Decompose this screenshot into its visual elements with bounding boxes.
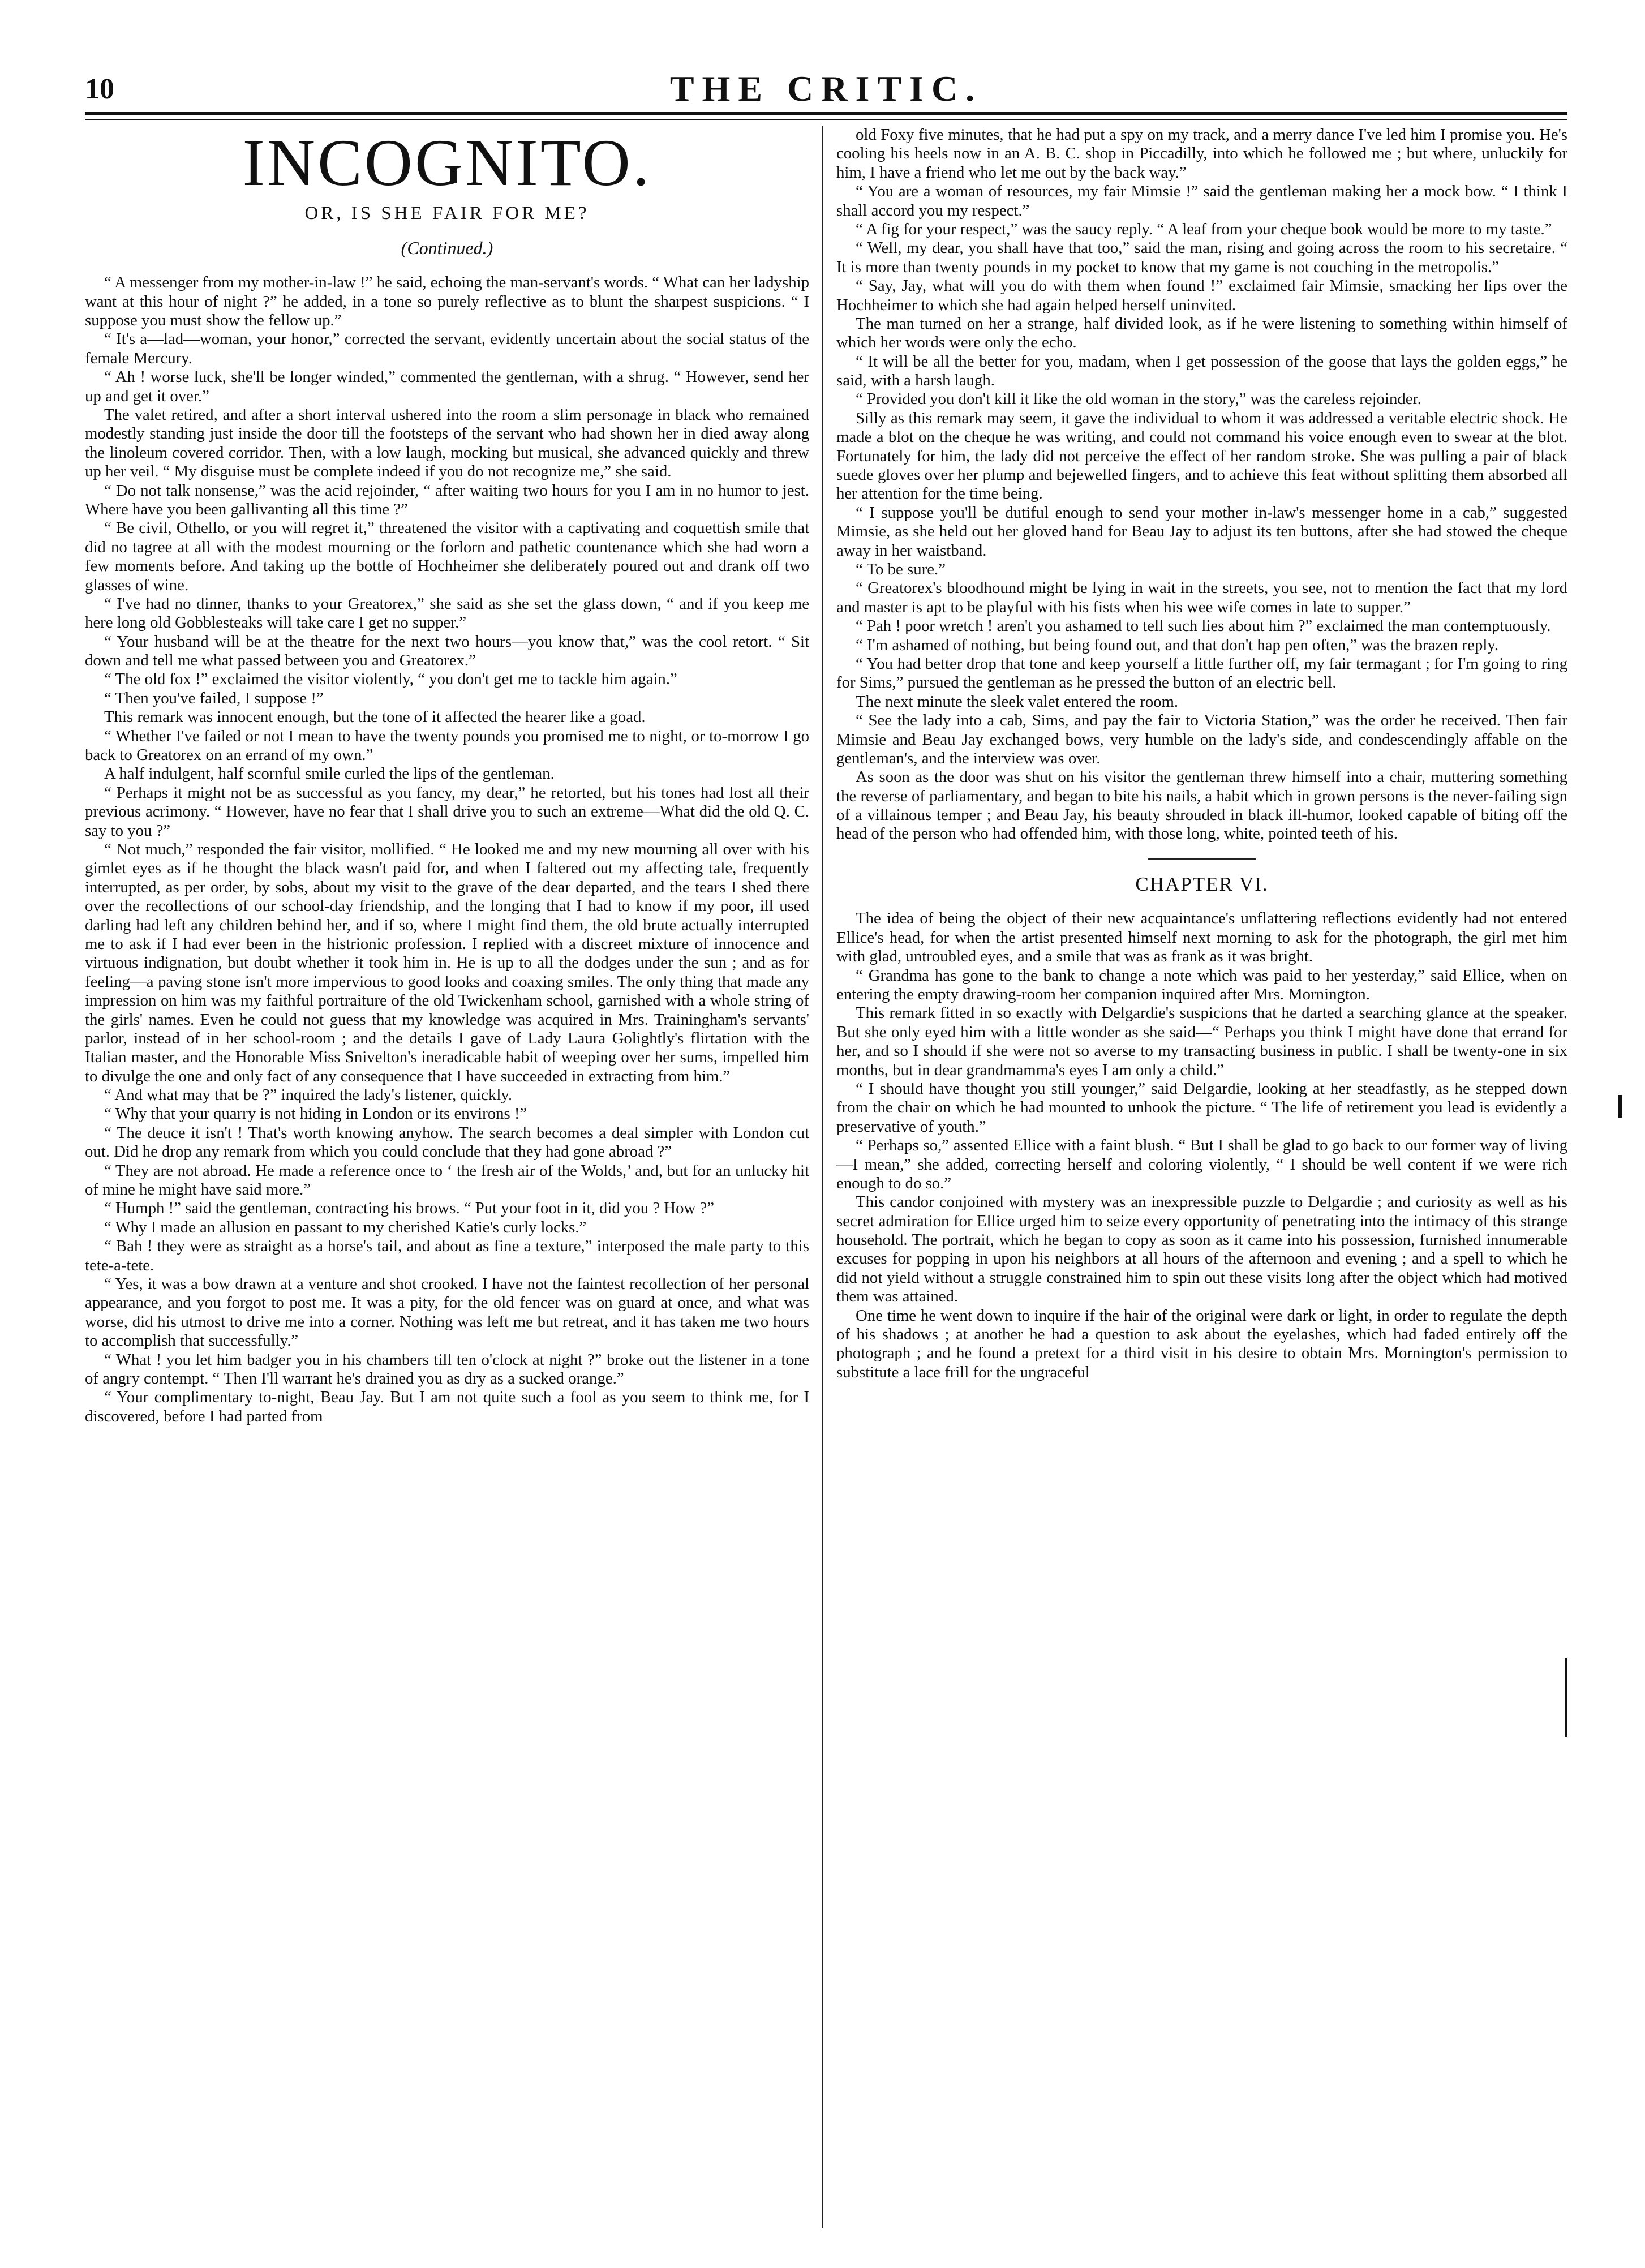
paragraph: “ Your husband will be at the theatre for the next two hours—you know that,” was the cool retort. “ Sit down and tell me what passed between you and Greatorex.” bbox=[85, 632, 809, 670]
paragraph: “ I suppose you'll be dutiful enough to send your mother in-law's messenger home in a cab,” suggested Mimsie, as she held out her gloved hand for Beau Jay to adjust its ten buttons, after she had stowed the cheque away in her waistband. bbox=[836, 503, 1567, 560]
chapter-heading: CHAPTER VI. bbox=[1135, 873, 1269, 895]
paragraph: “ Why that your quarry is not hiding in London or its environs !” bbox=[104, 1105, 527, 1123]
paragraph: “ The old fox !” exclaimed the visitor violently, “ you don't get me to tackle him again.” bbox=[104, 670, 677, 689]
continued-note: (Continued.) bbox=[401, 238, 493, 259]
paragraph: One time he went down to inquire if the hair of the original were dark or light, in order to regulate the depth of his shadows ; at another he had a question to ask about the eyelashes, which had faded entirely off the photograph ; and he found a pretext for a third visit in his desire to obtain Mrs. Mornington's permission to substitute a lace frill for the ungraceful bbox=[836, 1306, 1567, 1381]
paragraph: “ Provided you don't kill it like the old woman in the story,” was the careless rejoinder. bbox=[856, 390, 1421, 409]
paragraph: “ You had better drop that tone and keep yourself a little further off, my fair termagant ; for I'm going to ring for Sims,” pursued the gentleman as he pressed the button of an electric bell. bbox=[836, 654, 1567, 692]
chapter-rule bbox=[1148, 858, 1256, 860]
paragraph: “ Bah ! they were as straight as a horse's tail, and about as fine a texture,” interposed the male party to this tete-a-tete. bbox=[85, 1237, 809, 1274]
paragraph: The idea of being the object of their new acquaintance's unflattering reflections evidently had not entered Ellice's head, for when the artist presented himself next morning to ask for the photograph, the girl met him with glad, untroubled eyes, and a smile that was as frank as it was bright. bbox=[836, 909, 1567, 966]
paragraph: “ Humph !” said the gentleman, contracting his brows. “ Put your foot in it, did you ? How ?” bbox=[104, 1199, 715, 1218]
paragraph: “ It's a—lad—woman, your honor,” corrected the servant, evidently uncertain about the social status of the female Mercury. bbox=[85, 330, 809, 367]
paragraph: Silly as this remark may seem, it gave the individual to whom it was addressed a veritable electric shock. He made a blot on the cheque he was writing, and could not command his voice enough even to swear at the blot. Fortunately for him, the lady did not perceive the effect of her random stroke. She was pulling a pair of black suede gloves over her plump and bejewelled fingers, and to achieve this feat without splitting them absorbed all her attention for the time being. bbox=[836, 409, 1567, 503]
paragraph: “ Yes, it was a bow drawn at a venture and shot crooked. I have not the faintest recollection of her personal appearance, and you forgot to post me. It was a pity, for the old fencer was on guard at once, and what was worse, did his utmost to drive me into a corner. Nothing was left me but retreat, and it has taken me two hours to accomplish that successfully.” bbox=[85, 1274, 809, 1350]
paragraph: “ Well, my dear, you shall have that too,” said the man, rising and going across the room to his secretaire. “ It is more than twenty pounds in my pocket to know that my game is not couching in the metropolis.” bbox=[836, 239, 1567, 276]
paragraph: “ Grandma has gone to the bank to change a note which was paid to her yesterday,” said Ellice, when on entering the empty drawing-room her companion inquired after Mrs. Mornington. bbox=[836, 966, 1567, 1003]
paragraph: “ Why I made an allusion en passant to my cherished Katie's curly locks.” bbox=[104, 1218, 587, 1236]
paragraph: “ The deuce it isn't ! That's worth knowing anyhow. The search becomes a deal simpler with London cut out. Did he drop any remark from which you could conclude that they had gone abroad ?” bbox=[85, 1123, 809, 1161]
paragraph: “ Your complimentary to-night, Beau Jay. But I am not quite such a fool as you seem to think me, for I discovered, before I had parted from bbox=[85, 1388, 809, 1425]
paragraph: “ It will be all the better for you, madam, when I get possession of the goose that lays the golden eggs,” he said, with a harsh laugh. bbox=[836, 352, 1567, 390]
masthead-rule bbox=[85, 112, 1567, 115]
paragraph: The next minute the sleek valet entered the room. bbox=[856, 692, 1179, 711]
paper-title: THE CRITIC. bbox=[669, 68, 983, 109]
paragraph: “ Perhaps so,” assented Ellice with a faint blush. “ But I shall be glad to go back to our former way of living—I mean,” she added, correcting herself and coloring violently, “ I should be well content if we were rich enough to do so.” bbox=[836, 1136, 1567, 1192]
paragraph: A half indulgent, half scornful smile curled the lips of the gentleman. bbox=[104, 764, 555, 783]
page-number: 10 bbox=[85, 73, 114, 105]
paragraph: “ See the lady into a cab, Sims, and pay the fair to Victoria Station,” was the order he received. Then fair Mimsie and Beau Jay exchanged bows, very humble on the lady's side, and condescendingly affable on the gentleman's, and the interview was over. bbox=[836, 711, 1567, 767]
story-title: INCOGNITO. bbox=[242, 126, 652, 200]
paragraph: “ Then you've failed, I suppose !” bbox=[104, 689, 324, 707]
paragraph: “ Whether I've failed or not I mean to have the twenty pounds you promised me to night, or to-morrow I go back to Greatorex on an errand of my own.” bbox=[85, 727, 809, 764]
paragraph: “ I should have thought you still younger,” said Delgardie, looking at her steadfastly, as he stepped down from the chair on which he had mounted to unhook the picture. “ The life of retirement you lead is evidently a preservative of youth.” bbox=[836, 1079, 1567, 1136]
paragraph: “ Do not talk nonsense,” was the acid rejoinder, “ after waiting two hours for you I am in no humor to jest. Where have you been gallivanting all this time ?” bbox=[85, 481, 809, 518]
right-column-body-part-one bbox=[836, 126, 1567, 844]
paragraph: “ A fig for your respect,” was the saucy reply. “ A leaf from your cheque book would be more to my taste.” bbox=[856, 220, 1552, 238]
left-column bbox=[85, 126, 809, 2228]
paragraph: The man turned on her a strange, half divided look, as if he were listening to something within himself of which her words were only the echo. bbox=[836, 314, 1567, 352]
paragraph: This candor conjoined with mystery was an inexpressible puzzle to Delgardie ; and curiosity as well as his secret admiration for Ellice urged him to seize every opportunity of penetrating into the intimacy of this strange household. The portrait, which he began to copy as soon as it came into his possession, furnished innumerable excuses for popping in upon his neighbors at all hours of the afternoon and evening ; and a spell to which he did not yield without a struggle constrained him to spin out these visits long after the object which had motived them was attained. bbox=[836, 1193, 1567, 1306]
margin-mark-bar bbox=[1565, 1658, 1567, 1737]
paragraph: old Foxy five minutes, that he had put a spy on my track, and a merry dance I've led him I promise you. He's cooling his heels now in an A. B. C. shop in Piccadilly, into which he followed me ; but where, unluckily for him, I have a friend who let me out by the back way.” bbox=[836, 126, 1567, 182]
paragraph: “ I've had no dinner, thanks to your Greatorex,” she said as she set the glass down, “ and if you keep me here long old Gobblesteaks will take care I get no supper.” bbox=[85, 594, 809, 632]
paragraph: “ Pah ! poor wretch ! aren't you ashamed to tell such lies about him ?” exclaimed the man contemptuously. bbox=[856, 617, 1551, 635]
paragraph: This remark fitted in so exactly with Delgardie's suspicions that he darted a searching glance at the speaker. But she only eyed him with a little wonder as she said—“ Perhaps you think I might have done that errand for her, and so I should if she were not so averse to my transacting business in public. I shall be twenty-one in six months, but in dear grandmamma's eyes I am only a child.” bbox=[836, 1004, 1567, 1079]
paragraph: “ Greatorex's bloodhound might be lying in wait in the streets, you see, not to mention the fact that my lord and master is apt to be playful with his fists when his wee wife comes in late to supper.” bbox=[836, 579, 1567, 616]
paragraph: The valet retired, and after a short interval ushered into the room a slim personage in black who remained modestly standing just inside the door till the footsteps of the servant who had shown her in died away along the linoleum covered corridor. Then, with a low laugh, mocking but musical, she advanced quickly and threw up her veil. “ My disguise must be complete indeed if you do not recognize me,” she said. bbox=[85, 406, 809, 481]
paragraph: “ Say, Jay, what will you do with them when found !” exclaimed fair Mimsie, smacking her lips over the Hochheimer to which she had again helped herself uninvited. bbox=[836, 277, 1567, 314]
masthead-rule-thin bbox=[85, 119, 1567, 120]
margin-mark bbox=[1618, 1095, 1622, 1118]
paragraph: “ And what may that be ?” inquired the lady's listener, quickly. bbox=[104, 1086, 513, 1105]
paragraph: “ They are not abroad. He made a reference once to ‘ the fresh air of the Wolds,’ and, but for an unlucky hit of mine he might have said more.” bbox=[85, 1161, 809, 1199]
paragraph: “ I'm ashamed of nothing, but being found out, and that don't hap pen often,” was the brazen reply. bbox=[856, 635, 1499, 654]
paragraph: “ What ! you let him badger you in his chambers till ten o'clock at night ?” broke out the listener in a tone of angry contempt. “ Then I'll warrant he's drained you as dry as a sucked orange.” bbox=[85, 1350, 809, 1388]
masthead bbox=[85, 68, 1567, 113]
paragraph: As soon as the door was shut on his visitor the gentleman threw himself into a chair, muttering something the reverse of parliamentary, and began to bite his nails, a habit which in grown persons is the never-failing sign of a villainous temper ; and Beau Jay, his beauty shrouded in black ill-humor, looked capable of biting off the head of the person who had offended him, with those long, white, pointed teeth of his. bbox=[836, 768, 1567, 843]
right-column bbox=[836, 126, 1567, 2228]
paragraph: “ You are a woman of resources, my fair Mimsie !” said the gentleman making her a mock bow. “ I think I shall accord you my respect.” bbox=[836, 182, 1567, 220]
paragraph: “ To be sure.” bbox=[856, 560, 946, 578]
left-column-body bbox=[85, 273, 809, 1426]
paragraph: This remark was innocent enough, but the tone of it affected the hearer like a goad. bbox=[104, 708, 646, 727]
right-column-body-part-two bbox=[836, 909, 1567, 1382]
column-divider bbox=[822, 126, 823, 2228]
paragraph: “ Be civil, Othello, or you will regret it,” threatened the visitor with a captivating and coquettish smile that did no tagree at all with the modest mourning or the forlorn and pathetic countenance which she had worn a few moments before. And taking up the bottle of Hochheimer she deliberately poured out and drank off two glasses of wine. bbox=[85, 519, 809, 594]
paragraph: “ Ah ! worse luck, she'll be longer winded,” commented the gentleman, with a shrug. “ However, send her up and get it over.” bbox=[85, 368, 809, 405]
paragraph: “ Not much,” responded the fair visitor, mollified. “ He looked me and my new mourning all over with his gimlet eyes as if he thought the black wasn't paid for, and when I faltered out my affecting tale, frequently interrupted, as per order, by sobs, about my visit to the grave of the dear departed, and the tears I shed there over the recollections of our school-day friendship, and the longing that I had to know if my poor, ill used darling had left any children behind her, and if so, where I might find them, the old brute actually interrupted me to ask if I had ever been in the histrionic profession. I replied with a discreet mixture of innocence and virtuous indignation, but doubt whether it took him in. He is up to all the dodges under the sun ; and as for feeling—a paving stone isn't more impervious to good looks and coaxing smiles. The only thing that made any impression on him was my faithful portraiture of the old Twickenham school, garnished with a whole string of the girls' names. Even he could not guess that my knowledge was acquired in Mrs. Trainingham's servants' parlor, instead of in her school-room ; and the details I gave of Lady Laura Golightly's flirtation with the Italian master, and the Honorable Miss Snivelton's ineradicable habit of weeping over her sums, impelled him to divulge the one and only fact of any consequence that I have succeeded in extracting from him.” bbox=[85, 840, 809, 1085]
story-subtitle: OR, IS SHE FAIR FOR ME? bbox=[304, 203, 590, 224]
paragraph: “ A messenger from my mother-in-law !” he said, echoing the man-servant's words. “ What can her ladyship want at this hour of night ?” he added, in a tone so purely reflective as to blunt the sharpest suspicions. “ I suppose you must show the fellow up.” bbox=[85, 273, 809, 330]
paragraph: “ Perhaps it might not be as successful as you fancy, my dear,” he retorted, but his tones had lost all their previous acrimony. “ However, have no fear that I shall drive you to such an extreme—What did the old Q. C. say to you ?” bbox=[85, 783, 809, 840]
